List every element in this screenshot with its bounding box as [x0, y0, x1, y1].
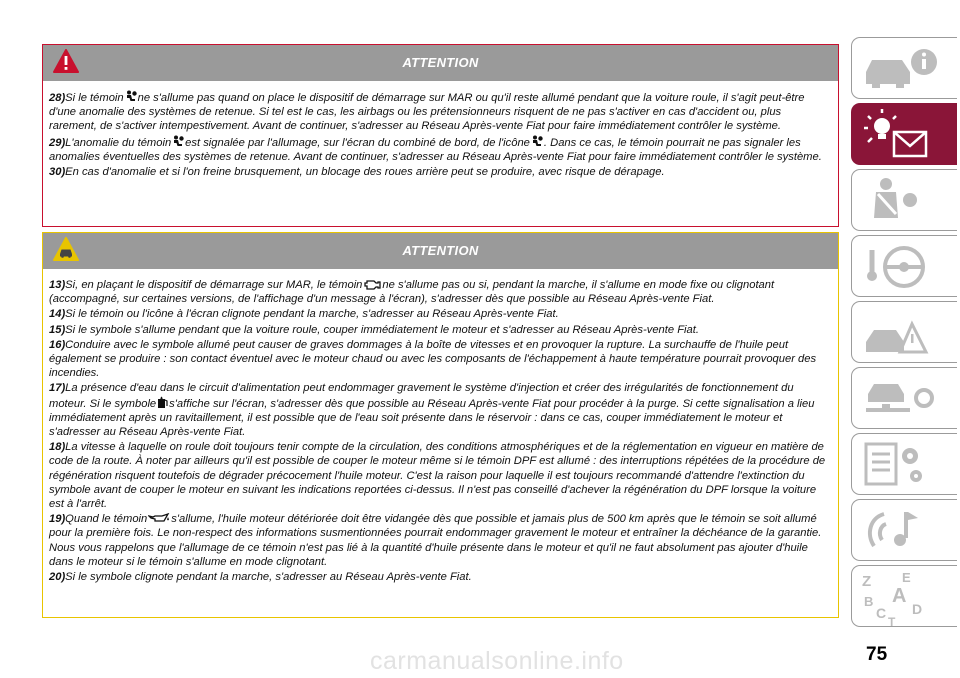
attention-title: ATTENTION — [402, 243, 479, 258]
note-19: 19)Quand le témoin s'allume, l'huile moteur détériorée doit être vidangée dès que possible et jamais plus de 500 km après que le témoin se soit allumé pour la première fois. Le non-respect des informations susmentionnées pourrait endommager gravement le moteur et entraîner la déchéance de la garantie. Nous vous rappelons que l'allumage de ce témoin n'est pas lié à la quantité d'huile présente dans le moteur et qu'il ne faut absolument pas ajouter d'huile dans le moteur si le témoin s'allume en mode clignotant. — [49, 513, 822, 568]
note-17: 17)La présence d'eau dans le circuit d'alimentation peut endommager gravement le système d'injection et créer des irrégularités de fonctionnement du moteur. Si le symbole s'affiche sur l'écran, s'adresser dès que possible au Réseau Après-vente Fiat pour procéder à la purge. Si cette signalisation a lieu immédiatement après un ravitaillement, il est possible que de l'eau soit présente dans le réservoir : dans ce cas, couper immédiatement le moteur et s'adresser au Réseau Après-vente Fiat. — [49, 382, 815, 439]
index-letter: T — [888, 615, 896, 628]
index-letter: A — [892, 585, 907, 607]
index-letter: D — [912, 601, 923, 617]
airbag-display-icon — [531, 135, 543, 148]
side-tab-emergency[interactable] — [851, 301, 957, 363]
car-lift-maintenance-icon — [852, 368, 958, 430]
attention-header — [43, 233, 838, 269]
attention-text — [43, 81, 838, 179]
watermark: carmanualsonline.info — [370, 647, 624, 675]
index-letter: Z — [862, 573, 872, 590]
note-30: 30)En cas d'anomalie et si l'on freine brusquement, un blocage des roues arrière peut se produire, avec risque de dérapage. — [49, 166, 665, 179]
side-tab-vehicle-info[interactable] — [851, 37, 957, 99]
key-steering-wheel-icon — [852, 236, 958, 298]
note-18: 18)La vitesse à laquelle on roule doit toujours tenir compte de la circulation, des conditions atmosphériques et de la réglementation en vigueur en matière de code de la route. À noter par ailleurs qu'il est possible de couper le moteur même si le témoin DPF est allumé : des interruptions répétées de la procédure de régénération risquent toutefois de dégrader précocement l'huile moteur. C'est la raison pour laquelle il est toujours recommandé d'attendre l'extinction du symbole avant de couper le moteur en suivant les indications reportées ci-dessus. Il n'est pas conseillé d'achever la régénération du DPF lorsque la voiture est à l'arrêt. — [49, 441, 826, 511]
warning-light-message-icon — [852, 104, 958, 166]
attention-text — [43, 269, 838, 584]
oil-can-icon — [148, 513, 170, 524]
note-13: 13)Si, en plaçant le dispositif de démarrage sur MAR, le témoin ne s'allume pas ou si, pendant la marche, il s'allume en mode fixe ou clignotant (accompagné, sur certaines versions, de l'affichage d'un message à l'écran), s'adresser dès que possible au Réseau Après-vente Fiat. — [49, 279, 775, 306]
airbag-warning-icon — [125, 90, 137, 103]
note-15: 15)Si le symbole s'allume pendant que la voiture roule, couper immédiatement le moteur et s'adresser au Réseau Après-vente Fiat. — [49, 323, 699, 336]
airbag-warning-icon — [172, 135, 184, 148]
note-16: 16)Conduire avec le symbole allumé peut causer de graves dommages à la boîte de vitesses et en provoquer la rupture. La surchauffe de l'huile peut également se produire : son contact éventuel avec le moteur chaud ou avec les composants de l'échappement à haute température pourrait provoquer des incendies. — [49, 338, 817, 380]
side-tab-warning-lights[interactable] — [851, 103, 957, 165]
emergency-warning-icon — [852, 302, 958, 364]
side-tab-maintenance[interactable] — [851, 367, 957, 429]
attention-header — [43, 45, 838, 81]
index-letter: B — [864, 594, 874, 609]
note-29: 29)L'anomalie du témoin est signalée par l'allumage, sur l'écran du combiné de bord, de l'icône . Dans ce cas, le témoin pourrait ne pas signaler les anomalies éventuelles des systèmes de retenue. Avant de continuer, s'adresser au Réseau Après-vente Fiat pour faire immédiatement contrôler le système. — [49, 136, 822, 163]
water-in-fuel-icon — [157, 396, 168, 409]
attention-title: ATTENTION — [402, 55, 479, 70]
index-letter: C — [876, 605, 887, 621]
alphabet-index-icon — [852, 566, 958, 628]
index-letter: E — [902, 570, 911, 585]
note-14: 14)Si le témoin ou l'icône à l'écran clignote pendant la marche, s'adresser au Réseau Après-vente Fiat. — [49, 308, 559, 321]
car-info-icon — [852, 38, 958, 100]
side-tab-index[interactable] — [851, 565, 957, 627]
page-number: 75 — [866, 644, 888, 665]
note-28: 28)Si le témoin ne s'allume pas quand on place le dispositif de démarrage sur MAR ou qu'il reste allumé pendant que la voiture roule, il s'agit peut-être d'une anomalie des systèmes de retenue. Si tel est le cas, les airbags ou les prétensionneurs risquent de ne pas s'activer en cas d'accident ou, plus rarement, de s'activer intempestivement. Avant de continuer, s'adresser au Réseau Après-vente Fiat pour faire immédiatement contrôler le système. — [49, 92, 805, 133]
side-tab-safety[interactable] — [851, 169, 957, 231]
note-20: 20)Si le symbole clignote pendant la marche, s'adresser au Réseau Après-vente Fiat. — [49, 571, 472, 584]
side-tab-starting-driving[interactable] — [851, 235, 957, 297]
engine-warning-icon — [363, 279, 381, 290]
attention-box-airbag — [42, 44, 839, 227]
attention-box-engine — [42, 232, 839, 618]
multimedia-music-icon — [852, 500, 958, 562]
side-tab-multimedia[interactable] — [851, 499, 957, 561]
side-tab-technical-data[interactable] — [851, 433, 957, 495]
checklist-gears-icon — [852, 434, 958, 496]
seatbelt-safety-icon — [852, 170, 958, 232]
